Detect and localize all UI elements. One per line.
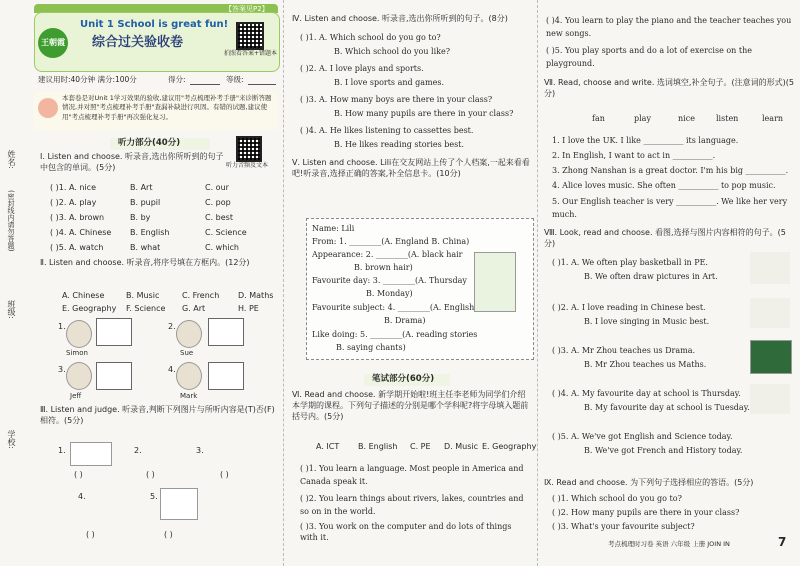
s6-q4: ( )4. You learn to play the piano and the teacher teaches you new songs.: [546, 16, 792, 39]
exam-meta: 建议用时:40分钟 满分:100分: [38, 75, 137, 84]
word-fan: fan: [592, 114, 605, 123]
lili-portrait: [474, 252, 516, 312]
sue-label: Sue: [180, 349, 194, 357]
listening-qr-caption: 听力音频及文本: [226, 162, 269, 169]
s3-num-4: 4.: [78, 492, 86, 501]
s1-q1: ( )1. A. nice: [50, 183, 96, 192]
s1-q5-c: C. which: [205, 243, 239, 252]
s7-q1[interactable]: 1. I love the UK. I like __________ its language.: [552, 136, 739, 145]
section-7-heading: Ⅶ. Read, choose and write. 选词填空,补全句子。(注意词的形式)(5分): [544, 78, 794, 98]
s2-num-2: 2.: [168, 322, 176, 331]
s4-q3-a: ( )3. A. How many boys are there in your class?: [300, 95, 493, 104]
card-favourite-day-b: B. Monday): [366, 289, 413, 298]
jeff-avatar: [66, 362, 92, 390]
s9-q3: ( )3. What's your favourite subject?: [552, 522, 695, 531]
s2-opt-b: B. Music: [126, 291, 160, 300]
s2-opt-d: D. Maths: [238, 291, 274, 300]
card-like-doing[interactable]: Like doing: 5. ________(A. reading stories: [312, 330, 478, 339]
s2-opt-c: C. French: [182, 291, 220, 300]
card-like-doing-b: B. saying chants): [336, 343, 406, 352]
side-note: (密封线内请勿答题): [7, 190, 15, 252]
section-1-heading: Ⅰ. Listen and choose. 听录音,选出你所听到的句子中包含的单词。(5分): [40, 152, 224, 172]
s3-blank-2[interactable]: ( ): [146, 470, 155, 479]
simon-avatar: [66, 320, 92, 348]
s1-q3-c: C. best: [205, 213, 233, 222]
s6-q2: ( )2. You learn things about rivers, lakes, countries and so on in the world.: [300, 494, 524, 517]
s1-q1-c: C. our: [205, 183, 229, 192]
eiffel-tower-picture: [752, 428, 786, 464]
s8-q2-b: B. I love singing in Music best.: [584, 317, 710, 326]
s1-q2: ( )2. A. play: [50, 198, 97, 207]
section-9-heading: Ⅸ. Read and choose. 为下列句子选择相应的答语。(5分): [544, 478, 754, 487]
s1-q3: ( )3. A. brown: [50, 213, 105, 222]
s8-q2-a: ( )2. A. I love reading in Chinese best.: [552, 303, 706, 312]
listening-section-title: 听力部分(40分): [118, 138, 181, 148]
calendar-thursday-picture: [750, 384, 790, 414]
s4-q4-b: B. He likes reading stories best.: [334, 140, 465, 149]
s8-q4-a: ( )4. A. My favourite day at school is Thursday.: [552, 389, 741, 398]
qr-caption: 拍照看答案+错题本: [224, 50, 278, 57]
blackboard-picture: [750, 340, 792, 374]
s4-q4-a: ( )4. A. He likes listening to cassettes best.: [300, 126, 474, 135]
s2-answer-box-2[interactable]: [208, 318, 244, 346]
s4-q3-b: B. How many pupils are there in your class?: [334, 109, 514, 118]
s1-q1-b: B. Art: [130, 183, 153, 192]
card-from[interactable]: From: 1. ________(A. England B. China): [312, 237, 470, 246]
sue-avatar: [176, 320, 202, 348]
s2-answer-box-1[interactable]: [96, 318, 132, 346]
s1-q2-c: C. pop: [205, 198, 231, 207]
s8-q5-a: ( )5. A. We've got English and Science today.: [552, 432, 733, 441]
word-listen: listen: [716, 114, 739, 123]
word-play: play: [634, 114, 651, 123]
s4-q2-a: ( )2. A. I love plays and sports.: [300, 64, 424, 73]
s1-q5-b: B. what: [130, 243, 161, 252]
s7-q3[interactable]: 3. Zhong Nanshan is a great doctor. I'm his big __________.: [552, 166, 789, 175]
calendar-picture: [70, 442, 112, 466]
s1-q3-b: B. by: [130, 213, 151, 222]
card-appearance[interactable]: Appearance: 2. ________(A. black hair: [312, 250, 463, 259]
card-favourite-subject[interactable]: Favourite subject: 4. ________(A. English: [312, 303, 475, 312]
computer-picture: [160, 488, 198, 520]
s3-blank-3[interactable]: ( ): [220, 470, 229, 479]
s3-num-1: 1.: [58, 446, 66, 455]
answer-qr-code[interactable]: [236, 22, 264, 50]
s8-q4-b: B. My favourite day at school is Tuesday.: [584, 403, 750, 412]
word-learn: learn: [762, 114, 784, 123]
card-favourite-day[interactable]: Favourite day: 3. ________(A. Thursday: [312, 276, 467, 285]
s2-opt-e: E. Geography: [62, 304, 117, 313]
s2-answer-box-3[interactable]: [96, 362, 132, 390]
s4-q2-b: B. I love sports and games.: [334, 78, 445, 87]
mascot-icon: [38, 98, 58, 118]
card-favourite-subject-b: B. Drama): [384, 316, 426, 325]
unit-title: Unit 1 School is great fun!: [80, 19, 229, 30]
column-1: [0, 0, 283, 566]
page-number: 7: [778, 535, 787, 549]
s6-opt-b: B. English: [358, 442, 398, 451]
s6-opt-a: A. ICT: [316, 442, 340, 451]
s7-q5[interactable]: 5. Our English teacher is very __________. We like her very much.: [552, 197, 788, 219]
listening-qr-code[interactable]: [236, 136, 262, 162]
column-3: [537, 0, 800, 566]
s3-blank-4[interactable]: ( ): [86, 530, 95, 539]
s4-q1-b: B. Which school do you like?: [334, 47, 451, 56]
s1-q2-b: B. pupil: [130, 198, 161, 207]
column-2: [283, 0, 536, 566]
girl-picture: [88, 486, 106, 522]
score-label: 得分:: [168, 75, 186, 84]
section-2-heading: Ⅱ. Listen and choose. 听录音,将序号填在方框内。(12分): [40, 258, 250, 267]
s1-q4-b: B. English: [130, 228, 170, 237]
s4-q1-a: ( )1. A. Which school do you go to?: [300, 33, 441, 42]
s9-q2: ( )2. How many pupils are there in your class?: [552, 508, 740, 517]
s6-q5: ( )5. You play sports and do a lot of exercise on the playground.: [546, 46, 752, 69]
s6-opt-e: E. Geography: [482, 442, 537, 451]
answer-tag: 【答案见P2】: [225, 5, 269, 13]
s1-q4-c: C. Science: [205, 228, 247, 237]
s2-opt-g: G. Art: [182, 304, 206, 313]
section-5-heading: Ⅴ. Listen and choose. Lili在交友网站上传了个人档案,一起来看看吧!听录音,选择正确的答案,补全信息卡。(10分): [292, 158, 530, 178]
page-footer: 考点梳理时习卷 英语 六年级 上册 JOIN IN: [608, 540, 730, 548]
s7-q4[interactable]: 4. Alice loves music. She often __________ to pop music.: [552, 181, 776, 190]
exam-title: 综合过关验收卷: [92, 35, 184, 50]
card-appearance-b: B. brown hair): [354, 263, 413, 272]
s6-q1: ( )1. You learn a language. Most people in America and Canada speak it.: [300, 464, 524, 487]
s8-q5-b: B. We've got French and History today.: [584, 446, 743, 455]
grade-label: 等级:: [226, 75, 244, 84]
reading-picture: [750, 298, 790, 328]
s6-opt-d: D. Music: [444, 442, 479, 451]
s2-opt-f: F. Science: [126, 304, 166, 313]
section-8-heading: Ⅷ. Look, read and choose. 看图,选择与图片内容相符的句子。(5分): [544, 228, 786, 248]
s3-num-3: 3.: [196, 446, 204, 455]
kids-playing-picture: [212, 434, 252, 466]
jeff-label: Jeff: [70, 392, 82, 400]
mark-avatar: [176, 362, 202, 390]
s2-num-4: 4.: [168, 365, 176, 374]
s3-blank-5[interactable]: ( ): [164, 530, 173, 539]
boy-reading-picture: [146, 436, 172, 466]
s8-q3-a: ( )3. A. Mr Zhou teaches us Drama.: [552, 346, 696, 355]
s3-blank-1[interactable]: ( ): [74, 470, 83, 479]
section-4-heading: Ⅳ. Listen and choose. 听录音,选出你所听到的句子。(8分): [292, 14, 508, 23]
s7-q2[interactable]: 2. In English, I want to act in __________.: [552, 151, 716, 160]
s8-q3-b: B. Mr Zhou teaches us Maths.: [584, 360, 707, 369]
section-3-heading: Ⅲ. Listen and judge. 听录音,判断下列图片与所听内容是(T)否(F)相符。(5分): [40, 405, 275, 425]
word-nice: nice: [678, 114, 695, 123]
s1-q5: ( )5. A. watch: [50, 243, 104, 252]
writing-section-title: 笔试部分(60分): [372, 374, 435, 384]
brand-logo: 王朝霞: [38, 28, 68, 58]
s3-num-5: 5.: [150, 492, 158, 501]
mark-label: Mark: [180, 392, 198, 400]
s2-opt-h: H. PE: [238, 304, 259, 313]
s3-num-2: 2.: [134, 446, 142, 455]
s8-q1-a: ( )1. A. We often play basketball in PE.: [552, 258, 708, 267]
s8-q1-b: B. We often draw pictures in Art.: [584, 272, 718, 281]
s9-q1: ( )1. Which school do you go to?: [552, 494, 682, 503]
s2-opt-a: A. Chinese: [62, 291, 105, 300]
simon-label: Simon: [66, 349, 88, 357]
card-name: Name: Lili: [312, 224, 355, 233]
intro-text: 本套卷是对Unit 1学习效果的验收,建议用"考点梳理补考手册"来诊断答题情况,并对照"考点梳理补考手册"查漏补缺进行巩固。有错的试题,建议使用"考点梳理补考手册"再次强化复习。: [62, 94, 272, 121]
s2-answer-box-4[interactable]: [208, 362, 244, 390]
side-name-label: 姓名:: [7, 150, 16, 169]
drawing-picture: [750, 252, 790, 284]
side-school-label: 学校:: [7, 430, 16, 449]
s1-q4: ( )4. A. Chinese: [50, 228, 112, 237]
side-class-label: 班级:: [7, 300, 16, 319]
s6-opt-c: C. PE: [410, 442, 431, 451]
s2-num-3: 3.: [58, 365, 66, 374]
s6-q3: ( )3. You work on the computer and do lots of things with it.: [300, 522, 512, 542]
s2-num-1: 1.: [58, 322, 66, 331]
section-6-heading: Ⅵ. Read and choose. 新学期开始啦!班主任李老师为同学们介绍本学期的课程。下列句子描述的分别是哪个学科呢?将字母填入题前括号内。(5分): [292, 390, 529, 421]
